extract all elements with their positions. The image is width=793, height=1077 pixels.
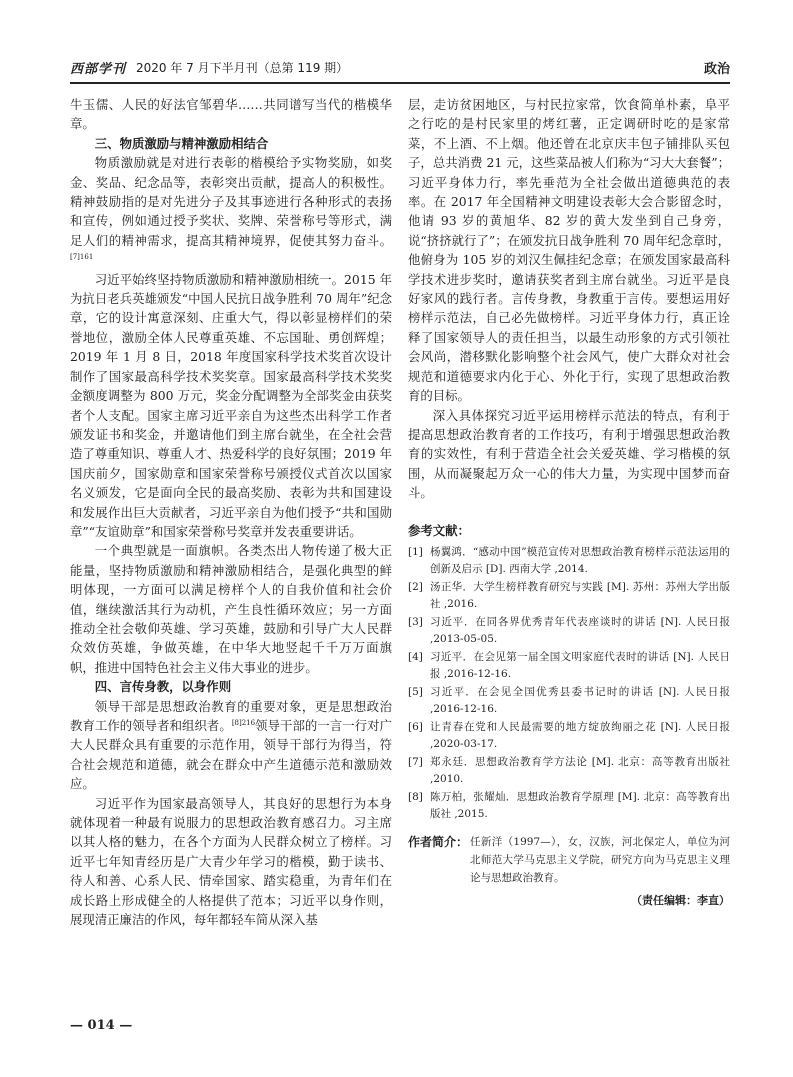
reference-item: [408, 719, 730, 753]
reference-number: [7]: [408, 755, 423, 768]
issue-info: 2020 年 7 月下半月刊（总第 119 期）: [136, 61, 349, 75]
reference-number: [2]: [408, 580, 423, 593]
section-tag: 政治: [703, 62, 730, 77]
reference-text: 习近平．在会见第一届全国文明家庭代表时的讲话 [N]. 人民日报 ,2016-12-16.: [430, 650, 730, 680]
paragraph: 习近平始终坚持物质激励和精神激励相统一。2015 年为抗日老兵英雄颁发“中国人民抗日战争胜利 70 周年”纪念章，它的设计寓意深刻、庄重大气，得以彰显榜样们的荣誉地位，激励全体人民尊重英雄、不忘国耻、勇创辉煌；2019 年 1 月 8 日，2018 年度国家科学技术奖首次设计制作了国家最高科学技术奖奖章。国家最高科学技术奖奖金额度调整为 800 万元，奖金分配调整为全部奖金由获奖者个人支配。国家主席习近平亲自为这些杰出科学工作者颁发证书和奖金，并邀请他们到主席台就坐，在全社会营造了尊重知识、尊重人才、热爱科学的良好氛围；2019 年国庆前夕，国家勋章和国家荣誉称号颁授仪式首次以国家名义颁发，它是面向全民的最高奖励、表彰为共和国建设和发展作出巨大贡献者，习近平亲自为他们授予“共和国勋章”“友谊勋章”和国家荣誉称号奖章并发表重要讲话。: [70, 271, 392, 539]
reference-number: [8]: [408, 790, 423, 803]
reference-number: [6]: [408, 720, 423, 733]
section-heading: 三、物质激励与精神激励相结合: [94, 135, 269, 151]
reference-text: 习近平．在会见全国优秀县委书记时的讲话 [N]. 人民日报 ,2016-12-16.: [430, 685, 730, 715]
paragraph: 牛玉儒、人民的好法官邹碧华……共同谱写当代的楷模华章。: [70, 97, 392, 132]
reference-text: 陈万柏，张耀灿．思想政治教育学原理 [M]. 北京：高等教育出版社 ,2015.: [430, 790, 730, 820]
reference-item: [408, 754, 730, 788]
page-header: [70, 58, 730, 78]
paragraph-text: 物质激励就是对进行表彰的楷模给予实物奖励，如奖金、奖品、纪念品等，表彰突出贡献，提高人的积极性。精神鼓励指的是对先进分子及其事迹进行各种形式的表扬和宣传，例如通过授予奖状、奖牌、荣誉称号等形式，满足人们的精神需求，提高其精神境界，促使其努力奋斗。: [70, 155, 392, 248]
paragraph-text: 领导干部是思想政治教育的重要对象，更是思想政治教育工作的领导者和组织者。: [70, 698, 392, 733]
reference-text: 杨翼鸿．“感动中国”模范宣传对思想政治教育榜样示范法运用的创新及启示 [D]. 西南大学 ,2014.: [430, 545, 730, 575]
responsible-editor: （责任编辑：李直）: [631, 893, 730, 907]
paragraph: [70, 697, 392, 794]
journal-name: 西部学刊: [70, 62, 127, 77]
reference-item: [408, 544, 730, 578]
paragraph: 层，走访贫困地区，与村民拉家常，饮食简单朴素，阜平之行吃的是村民家里的烤红薯，正定调研时吃的是家常菜，不上酒、不上烟。他还曾在北京庆丰包子铺排队买包子，总共消费 21 元，这些菜品被人们称为“习大大套餐”；习近平身体力行，率先垂范为全社会做出道德典范的表率。在 2017 年全国精神文明建设表彰大会合影留念时，他请 93 岁的黄旭华、82 岁的黄大发坐到自己身旁，说“挤挤就行了”；在颁发抗日战争胜利 70 周年纪念章时，他俯身为 105 岁的刘汉生佩挂纪念章；在颁发国家最高科学技术进步奖时，邀请获奖者到主席台就坐。习近平是良好家风的践行者。言传身教，身教重于言传。要想运用好榜样示范法，自己必先做榜样。习近平身体力行，真正诠释了国家领导人的责任担当，以最生动形象的方式引领社会风尚，潜移默化影响整个社会风气，使广大群众对社会规范和道德要求内化于心、外化于行，实现了思想政治教育的目标。: [408, 97, 730, 404]
author-bio: [408, 833, 730, 887]
paragraph-text: 领导干部的一言一行对广大人民群众具有重要的示范作用，领导干部行为得当，符合社会规范和道德，就会在群众中产生道德示范和激励效应。: [70, 718, 393, 792]
left-column: [70, 95, 392, 929]
reference-number: [3]: [408, 615, 423, 628]
section-heading: 四、言传身教，以身作则: [94, 679, 232, 695]
reference-number: [5]: [408, 685, 423, 698]
paragraph: 一个典型就是一面旗帜。各类杰出人物传递了极大正能量，坚持物质激励和精神激励相结合，是强化典型的鲜明体现，一方面可以满足榜样个人的自我价值和社会价值，继续激活其行为动机，产生良性循环效应；另一方面推动全社会敬仰英雄、学习英雄，鼓励和引导广大人民群众效仿英雄，争做英雄，在中华大地竖起千千万万面旗帜，推进中国特色社会主义伟大事业的进步。: [70, 543, 392, 675]
paragraph: 习近平作为国家最高领导人，其良好的思想行为本身就体现着一种最有说服力的思想政治教育感召力。习主席以其人格的魅力，在各个方面为人民群众树立了榜样。习近平七年知青经历是广大青少年学习的楷模，勤于读书、待人和善、心系人民、情牵国家、踏实稳重，为青年们在成长路上形成健全的人格提供了范本；习近平以身作则，展现清正廉洁的作风，每年都轻车简从深入基: [70, 795, 392, 928]
reference-item: [408, 789, 730, 823]
author-bio-text: 任新洋（1997—），女，汉族，河北保定人，单位为河北师范大学马克思主义学院，研究方向为马克思主义理论与思想政治教育。: [470, 835, 730, 884]
reference-item: [408, 579, 730, 613]
reference-item: [408, 649, 730, 683]
author-bio-label: 作者简介：: [408, 834, 469, 849]
paragraph: 深入具体探究习近平运用榜样示范法的特点，有利于提高思想政治教育者的工作技巧，有利于增强思想政治教育的实效性，有利于营造全社会关爱英雄、学习楷模的氛围，从而凝聚起万众一心的伟大力量，为实现中国梦而奋斗。: [408, 407, 730, 501]
reference-text: 汤正华．大学生榜样教育研究与实践 [M]. 苏州：苏州大学出版社 ,2016.: [430, 580, 730, 610]
citation-mark: [8]216: [231, 718, 256, 727]
reference-item: [408, 684, 730, 718]
reference-text: 习近平．在同各界优秀青年代表座谈时的讲话 [N]. 人民日报 ,2013-05-05.: [430, 615, 730, 645]
reference-text: 让青春在党和人民最需要的地方绽放绚丽之花 [N]. 人民日报 ,2020-03-17.: [430, 720, 730, 750]
reference-number: [1]: [408, 545, 423, 558]
reference-item: [408, 614, 730, 648]
references-list: [408, 544, 730, 823]
paragraph: [70, 153, 392, 269]
page-number: — 014 —: [70, 1018, 133, 1033]
right-column: [408, 95, 730, 910]
header-rule: [70, 82, 730, 84]
citation-mark: [7]161: [70, 253, 94, 262]
references-title: 参考文献：: [408, 522, 470, 538]
reference-number: [4]: [408, 650, 423, 663]
reference-text: 郑永廷．思想政治教育学方法论 [M]. 北京：高等教育出版社 ,2010.: [430, 755, 730, 785]
